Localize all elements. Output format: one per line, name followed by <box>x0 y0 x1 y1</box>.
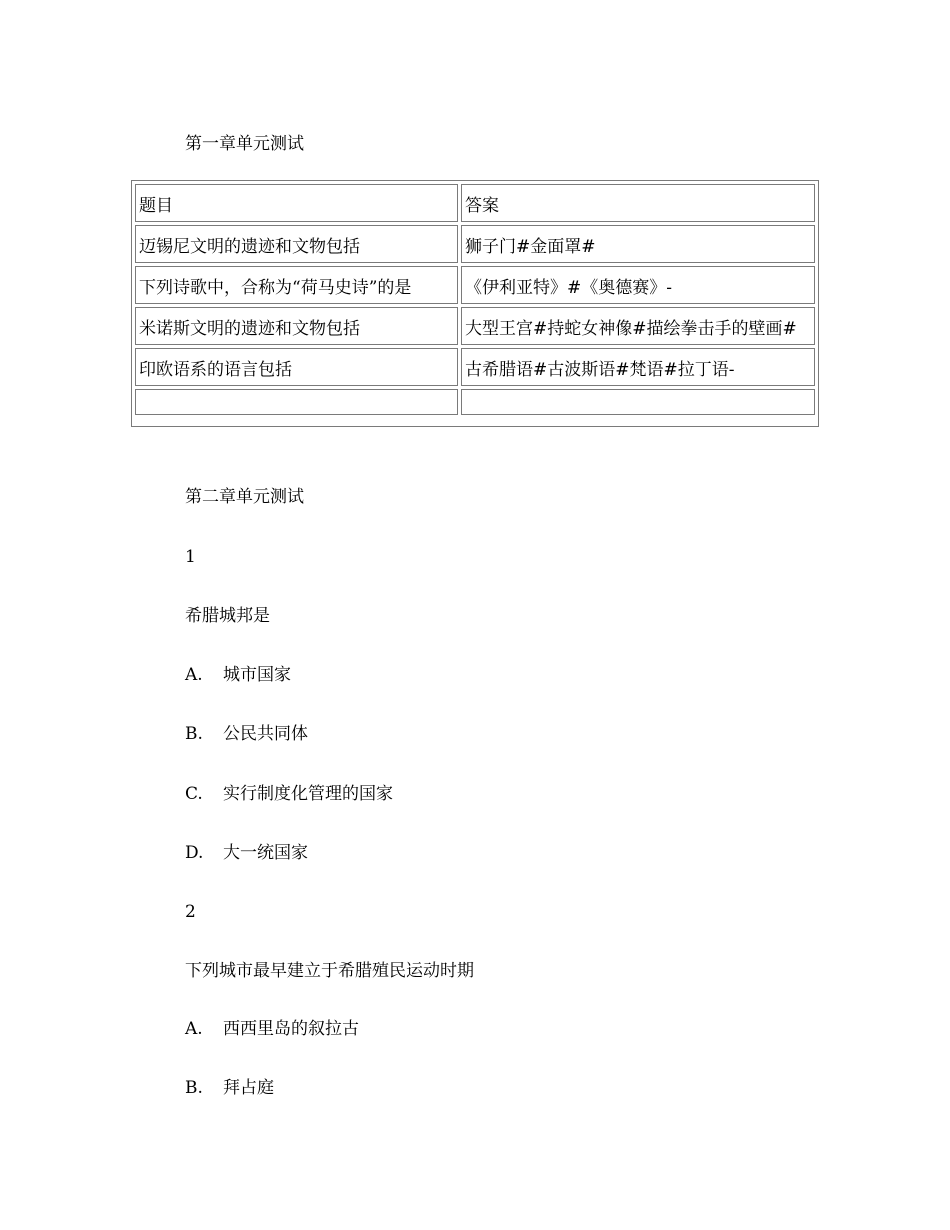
option-a <box>185 665 291 685</box>
question-cell <box>135 389 458 415</box>
question-cell: 米诺斯文明的遗迹和文物包括 <box>135 307 458 345</box>
chapter1-title: 第一章单元测试 <box>185 134 304 154</box>
table-row <box>135 307 815 345</box>
option-d <box>185 843 308 863</box>
option-b <box>185 1078 274 1098</box>
table-row <box>135 266 815 304</box>
question-number: 2 <box>185 902 196 922</box>
option-text: 实行制度化管理的国家 <box>223 784 393 804</box>
question-cell: 迈锡尼文明的遗迹和文物包括 <box>135 225 458 263</box>
table-header-row <box>135 184 815 222</box>
option-text: 大一统国家 <box>223 843 308 863</box>
answer-cell: 大型王宫#持蛇女神像#描绘拳击手的壁画# <box>461 307 815 345</box>
option-letter: D. <box>185 843 204 863</box>
answer-cell: 古希腊语#古波斯语#梵语#拉丁语- <box>461 348 815 386</box>
option-letter: B. <box>185 1078 203 1098</box>
answer-cell: 狮子门#金面罩# <box>461 225 815 263</box>
option-b <box>185 724 308 744</box>
option-text: 城市国家 <box>223 665 291 685</box>
option-text: 公民共同体 <box>223 724 308 744</box>
question-text: 希腊城邦是 <box>185 606 270 626</box>
option-text: 拜占庭 <box>223 1078 274 1098</box>
question-number: 1 <box>185 547 196 567</box>
answer-table <box>131 180 819 427</box>
option-letter: C. <box>185 784 203 804</box>
question-text: 下列城市最早建立于希腊殖民运动时期 <box>185 961 474 981</box>
option-a <box>185 1019 359 1039</box>
option-text: 西西里岛的叙拉古 <box>223 1019 359 1039</box>
chapter2-title: 第二章单元测试 <box>185 487 304 507</box>
question-cell: 下列诗歌中，合称为“荷马史诗”的是 <box>135 266 458 304</box>
option-c <box>185 784 393 804</box>
answer-cell <box>461 389 815 415</box>
table-row <box>135 225 815 263</box>
table-row <box>135 389 815 415</box>
option-letter: A. <box>185 1019 203 1039</box>
table-header-cell: 题目 <box>135 184 458 222</box>
option-letter: A. <box>185 665 203 685</box>
answer-cell: 《伊利亚特》#《奥德赛》- <box>461 266 815 304</box>
option-letter: B. <box>185 724 203 744</box>
table-header-cell: 答案 <box>461 184 815 222</box>
table-row <box>135 348 815 386</box>
question-cell: 印欧语系的语言包括 <box>135 348 458 386</box>
